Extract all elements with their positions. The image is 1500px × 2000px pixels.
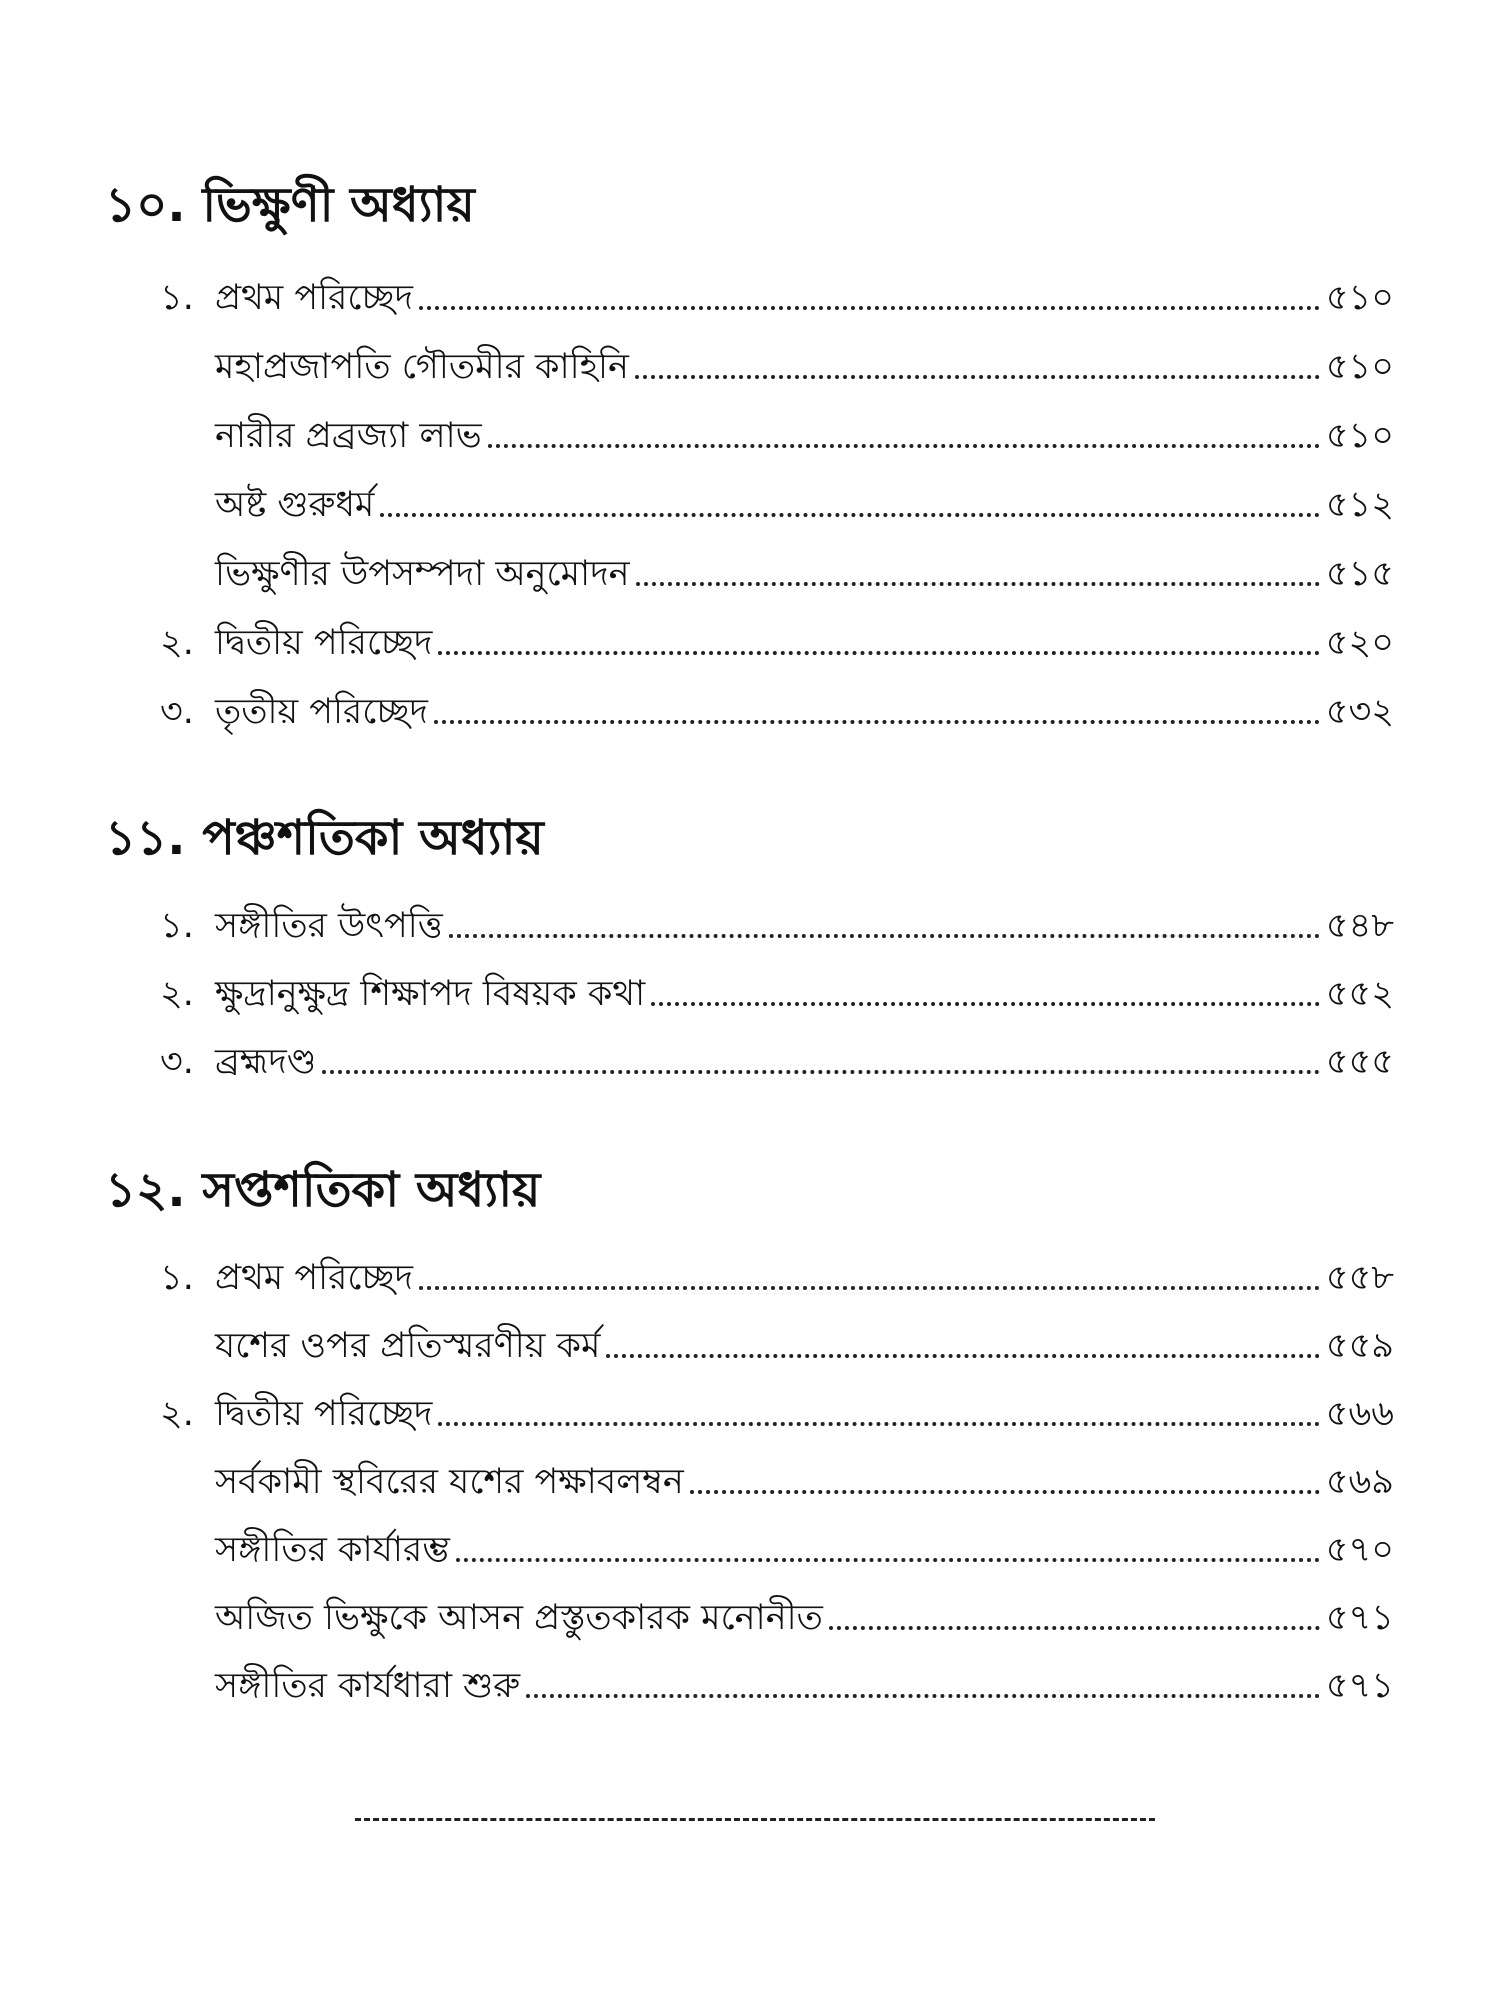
dot-leader [829, 1626, 1320, 1630]
toc-subentry[interactable] [215, 1522, 1394, 1574]
entry-page-number: ৫৬৬ [1325, 1394, 1394, 1434]
entry-number: ২. [160, 1394, 194, 1434]
chapter-heading [105, 808, 544, 868]
entry-label: প্রথম পরিচ্ছেদ [215, 278, 413, 318]
entry-label: সঙ্গীতির কার্যধারা শুরু [215, 1666, 521, 1706]
entry-page-number: ৫১৫ [1325, 554, 1394, 594]
chapter-heading [105, 1160, 540, 1220]
entry-page-number: ৫৪৮ [1325, 906, 1394, 946]
entry-page-number: ৫৫২ [1325, 974, 1394, 1014]
entry-label: ক্ষুদ্রানুক্ষুদ্র শিক্ষাপদ বিষয়ক কথা [215, 974, 646, 1014]
dot-leader [606, 1354, 1319, 1358]
entry-page-number: ৫১০ [1325, 347, 1394, 387]
entry-label: সঙ্গীতির উৎপত্তি [215, 906, 443, 946]
chapter-title: ভিক্ষুণী অধ্যায় [202, 177, 475, 233]
chapter-heading [105, 175, 475, 235]
dot-leader [456, 1558, 1320, 1562]
chapter-title: পঞ্চশতিকা অধ্যায় [202, 810, 544, 866]
entry-number: ১. [160, 1258, 194, 1298]
entry-number: ৩. [160, 692, 194, 732]
entry-label: দ্বিতীয় পরিচ্ছেদ [215, 623, 433, 663]
dot-leader [636, 582, 1320, 586]
entry-page-number: ৫১২ [1325, 485, 1394, 525]
dot-leader [635, 375, 1320, 379]
toc-entry[interactable] [160, 898, 1394, 950]
toc-subentry[interactable] [215, 1454, 1394, 1506]
dot-leader [380, 513, 1319, 517]
dot-leader [690, 1490, 1320, 1494]
entry-page-number: ৫৫৯ [1325, 1326, 1394, 1366]
chapter-title: সপ্তশতিকা অধ্যায় [202, 1162, 541, 1218]
chapter-number: ১১. [105, 810, 186, 866]
entry-page-number: ৫৭১ [1325, 1598, 1394, 1638]
toc-entry[interactable] [160, 615, 1394, 667]
entry-label: তৃতীয় পরিচ্ছেদ [215, 692, 428, 732]
toc-entry[interactable] [160, 966, 1394, 1018]
toc-subentry[interactable] [215, 546, 1394, 598]
entry-number: ২. [160, 623, 194, 663]
dot-leader [651, 1002, 1320, 1006]
entry-label: অষ্ট গুরুধর্ম [215, 485, 375, 525]
toc-entry[interactable] [160, 1386, 1394, 1438]
dot-leader [419, 306, 1320, 310]
entry-number: ৩. [160, 1042, 194, 1082]
toc-entry[interactable] [160, 684, 1394, 736]
entry-page-number: ৫৩২ [1325, 692, 1394, 732]
toc-entry[interactable] [160, 1034, 1394, 1086]
toc-entry[interactable] [160, 270, 1394, 322]
entry-label: প্রথম পরিচ্ছেদ [215, 1258, 413, 1298]
chapter-number: ১২. [105, 1162, 186, 1218]
toc-subentry[interactable] [215, 1318, 1394, 1370]
entry-number: ১. [160, 906, 194, 946]
entry-page-number: ৫৬৯ [1325, 1462, 1394, 1502]
entry-label: ব্রহ্মদণ্ড [215, 1042, 317, 1082]
entry-label: নারীর প্রব্রজ্যা লাভ [215, 416, 482, 456]
entry-number: ১. [160, 278, 194, 318]
toc-subentry[interactable] [215, 408, 1394, 460]
toc-subentry[interactable] [215, 1590, 1394, 1642]
dot-leader [419, 1286, 1320, 1290]
toc-subentry[interactable] [215, 1658, 1394, 1710]
entry-label: সঙ্গীতির কার্যারম্ভ [215, 1530, 450, 1570]
entry-page-number: ৫১০ [1325, 416, 1394, 456]
toc-subentry[interactable] [215, 477, 1394, 529]
entry-page-number: ৫২০ [1325, 623, 1394, 663]
entry-page-number: ৫৫৫ [1325, 1042, 1394, 1082]
dot-leader [438, 651, 1319, 655]
entry-number: ২. [160, 974, 194, 1014]
dot-leader [526, 1694, 1320, 1698]
entry-label: যশের ওপর প্রতিস্মরণীয় কর্ম [215, 1326, 601, 1366]
dot-leader [449, 934, 1320, 938]
entry-label: অজিত ভিক্ষুকে আসন প্রস্তুতকারক মনোনীত [215, 1598, 823, 1638]
entry-label: দ্বিতীয় পরিচ্ছেদ [215, 1394, 433, 1434]
dot-leader [488, 444, 1320, 448]
chapter-number: ১০. [105, 177, 186, 233]
toc-subentry[interactable] [215, 339, 1394, 391]
entry-page-number: ৫৭০ [1325, 1530, 1394, 1570]
entry-page-number: ৫৭১ [1325, 1666, 1394, 1706]
toc-entry[interactable] [160, 1250, 1394, 1302]
end-divider [355, 1818, 1155, 1821]
entry-label: সর্বকামী স্থবিরের যশের পক্ষাবলম্বন [215, 1462, 684, 1502]
entry-label: ভিক্ষুণীর উপসম্পদা অনুমোদন [215, 554, 630, 594]
entry-label: মহাপ্রজাপতি গৌতমীর কাহিনি [215, 347, 629, 387]
dot-leader [322, 1070, 1319, 1074]
dot-leader [434, 720, 1320, 724]
entry-page-number: ৫১০ [1325, 278, 1394, 318]
dot-leader [438, 1422, 1319, 1426]
entry-page-number: ৫৫৮ [1325, 1258, 1394, 1298]
